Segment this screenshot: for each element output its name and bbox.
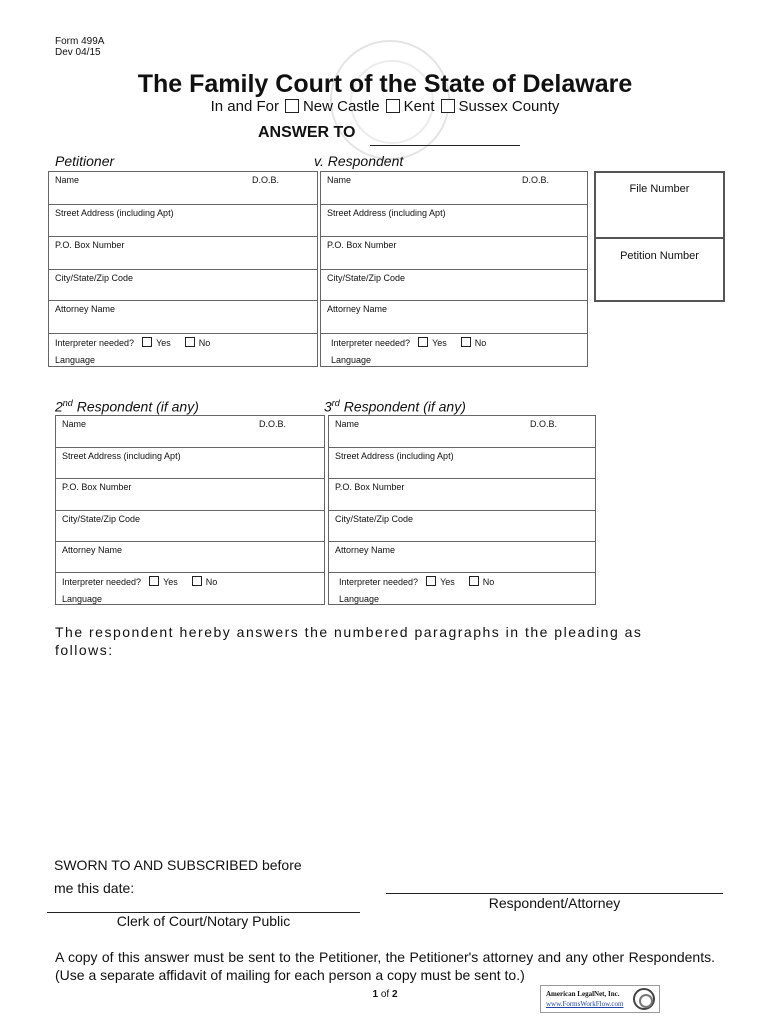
sworn-line-1: SWORN TO AND SUBSCRIBED before bbox=[54, 857, 302, 873]
name-label: Name bbox=[62, 419, 87, 429]
respondent-city-field[interactable] bbox=[321, 270, 587, 301]
respondent-attorney-field[interactable] bbox=[321, 301, 587, 334]
street-label: Street Address (including Apt) bbox=[327, 208, 446, 218]
petitioner-attorney-field[interactable] bbox=[49, 301, 317, 334]
interpreter-yes-checkbox[interactable] bbox=[426, 576, 436, 586]
petitioner-city-field[interactable] bbox=[49, 270, 317, 301]
interpreter-label: Interpreter needed? bbox=[55, 338, 135, 348]
third-respondent-pobox-field[interactable] bbox=[329, 479, 595, 511]
third-respondent-street-field[interactable] bbox=[329, 448, 595, 479]
sworn-line-2: me this date: bbox=[54, 880, 135, 896]
street-label: Street Address (including Apt) bbox=[335, 451, 454, 461]
pobox-label: P.O. Box Number bbox=[335, 482, 405, 492]
attorney-label: Attorney Name bbox=[62, 545, 123, 555]
publisher-logo-icon bbox=[633, 988, 655, 1010]
city-label: City/State/Zip Code bbox=[327, 273, 406, 283]
second-respondent-pobox-field[interactable] bbox=[56, 479, 324, 511]
third-respondent-block bbox=[328, 415, 596, 605]
respondent-street-field[interactable] bbox=[321, 205, 587, 237]
county-option-kent: Kent bbox=[403, 98, 435, 115]
sworn-statement bbox=[54, 854, 302, 900]
name-label: Name bbox=[335, 419, 360, 429]
interpreter-label: Interpreter needed? bbox=[62, 577, 142, 587]
interpreter-yes-checkbox[interactable] bbox=[142, 337, 152, 347]
city-label: City/State/Zip Code bbox=[55, 273, 134, 283]
attorney-label: Attorney Name bbox=[335, 545, 396, 555]
second-respondent-name-field[interactable] bbox=[56, 416, 324, 448]
publisher-url[interactable]: www.FormsWorkFlow.com bbox=[546, 1000, 624, 1008]
pobox-label: P.O. Box Number bbox=[62, 482, 132, 492]
county-option-sussex: Sussex County bbox=[458, 98, 560, 115]
third-respondent-label: 3rd Respondent (if any) bbox=[324, 398, 466, 415]
second-respondent-label: 2nd Respondent (if any) bbox=[55, 398, 199, 415]
second-respondent-city-field[interactable] bbox=[56, 511, 324, 542]
street-label: Street Address (including Apt) bbox=[55, 208, 174, 218]
name-label: Name bbox=[55, 175, 80, 185]
petitioner-pobox-field[interactable] bbox=[49, 237, 317, 270]
dob-label: D.O.B. bbox=[521, 175, 549, 185]
no-label: No bbox=[205, 577, 218, 587]
file-number-box bbox=[594, 171, 725, 302]
interpreter-no-checkbox[interactable] bbox=[192, 576, 202, 586]
attorney-label: Attorney Name bbox=[327, 304, 388, 314]
interpreter-label: Interpreter needed? bbox=[339, 577, 419, 587]
interpreter-no-checkbox[interactable] bbox=[461, 337, 471, 347]
mailing-notice: A copy of this answer must be sent to the Petitioner, the Petitioner's attorney and any other Respondents. (Use a separate affidavit of mailing for each person a copy must be sent to.) bbox=[55, 949, 715, 983]
county-checkbox-sussex[interactable] bbox=[441, 99, 455, 113]
second-respondent-block bbox=[55, 415, 325, 605]
interpreter-label: Interpreter needed? bbox=[331, 338, 411, 348]
second-respondent-interpreter-row bbox=[56, 573, 324, 606]
file-number-label: File Number bbox=[629, 183, 690, 195]
pobox-label: P.O. Box Number bbox=[327, 240, 397, 250]
county-option-new-castle: New Castle bbox=[302, 98, 380, 115]
petition-number-label: Petition Number bbox=[620, 250, 699, 262]
interpreter-yes-checkbox[interactable] bbox=[418, 337, 428, 347]
respondent-signature-line[interactable] bbox=[386, 892, 723, 894]
second-respondent-attorney-field[interactable] bbox=[56, 542, 324, 573]
petitioner-street-field[interactable] bbox=[49, 205, 317, 237]
third-respondent-interpreter-row bbox=[329, 573, 595, 606]
no-label: No bbox=[482, 577, 495, 587]
yes-label: Yes bbox=[156, 338, 171, 348]
county-prefix: In and For bbox=[210, 98, 279, 115]
petition-number-field[interactable] bbox=[596, 239, 723, 303]
third-respondent-city-field[interactable] bbox=[329, 511, 595, 542]
petitioner-label: Petitioner bbox=[55, 153, 115, 169]
clerk-signature-caption: Clerk of Court/Notary Public bbox=[116, 913, 291, 929]
answer-to-label: ANSWER TO bbox=[258, 124, 356, 141]
third-respondent-name-field[interactable] bbox=[329, 416, 595, 448]
city-label: City/State/Zip Code bbox=[335, 514, 414, 524]
form-number: Form 499A bbox=[55, 36, 105, 47]
county-selector bbox=[0, 98, 770, 115]
street-label: Street Address (including Apt) bbox=[62, 451, 181, 461]
second-respondent-street-field[interactable] bbox=[56, 448, 324, 479]
interpreter-yes-checkbox[interactable] bbox=[149, 576, 159, 586]
respondent-label: v. Respondent bbox=[314, 153, 404, 169]
form-revision: Dev 04/15 bbox=[55, 47, 101, 58]
respondent-block bbox=[320, 171, 588, 367]
court-title: The Family Court of the State of Delaware bbox=[137, 70, 633, 98]
attorney-label: Attorney Name bbox=[55, 304, 116, 314]
interpreter-no-checkbox[interactable] bbox=[185, 337, 195, 347]
pobox-label: P.O. Box Number bbox=[55, 240, 125, 250]
answer-to-field[interactable] bbox=[370, 144, 520, 146]
respondent-pobox-field[interactable] bbox=[321, 237, 587, 270]
dob-label: D.O.B. bbox=[251, 175, 279, 185]
language-label: Language bbox=[331, 355, 372, 365]
dob-label: D.O.B. bbox=[258, 419, 286, 429]
answer-text-area[interactable] bbox=[55, 670, 715, 840]
third-respondent-attorney-field[interactable] bbox=[329, 542, 595, 573]
file-number-field[interactable] bbox=[596, 173, 723, 239]
city-label: City/State/Zip Code bbox=[62, 514, 141, 524]
respondent-signature-caption: Respondent/Attorney bbox=[488, 895, 621, 911]
petitioner-interpreter-row bbox=[49, 334, 317, 368]
interpreter-no-checkbox[interactable] bbox=[469, 576, 479, 586]
publisher-badge[interactable] bbox=[540, 985, 660, 1013]
respondent-name-field[interactable] bbox=[321, 172, 587, 205]
answer-instructions: The respondent hereby answers the numbered paragraphs in the pleading as follows: bbox=[55, 624, 643, 658]
language-label: Language bbox=[62, 594, 103, 604]
respondent-interpreter-row bbox=[321, 334, 587, 368]
yes-label: Yes bbox=[432, 338, 447, 348]
yes-label: Yes bbox=[163, 577, 178, 587]
no-label: No bbox=[474, 338, 487, 348]
publisher-name: American LegalNet, Inc. bbox=[546, 990, 620, 998]
no-label: No bbox=[198, 338, 211, 348]
language-label: Language bbox=[339, 594, 380, 604]
name-label: Name bbox=[327, 175, 352, 185]
county-checkbox-new-castle[interactable] bbox=[285, 99, 299, 113]
page-number: 1 of 2 bbox=[372, 989, 398, 1000]
dob-label: D.O.B. bbox=[529, 419, 557, 429]
petitioner-name-field[interactable] bbox=[49, 172, 317, 205]
county-checkbox-kent[interactable] bbox=[386, 99, 400, 113]
petitioner-block bbox=[48, 171, 318, 367]
language-label: Language bbox=[55, 355, 96, 365]
yes-label: Yes bbox=[440, 577, 455, 587]
